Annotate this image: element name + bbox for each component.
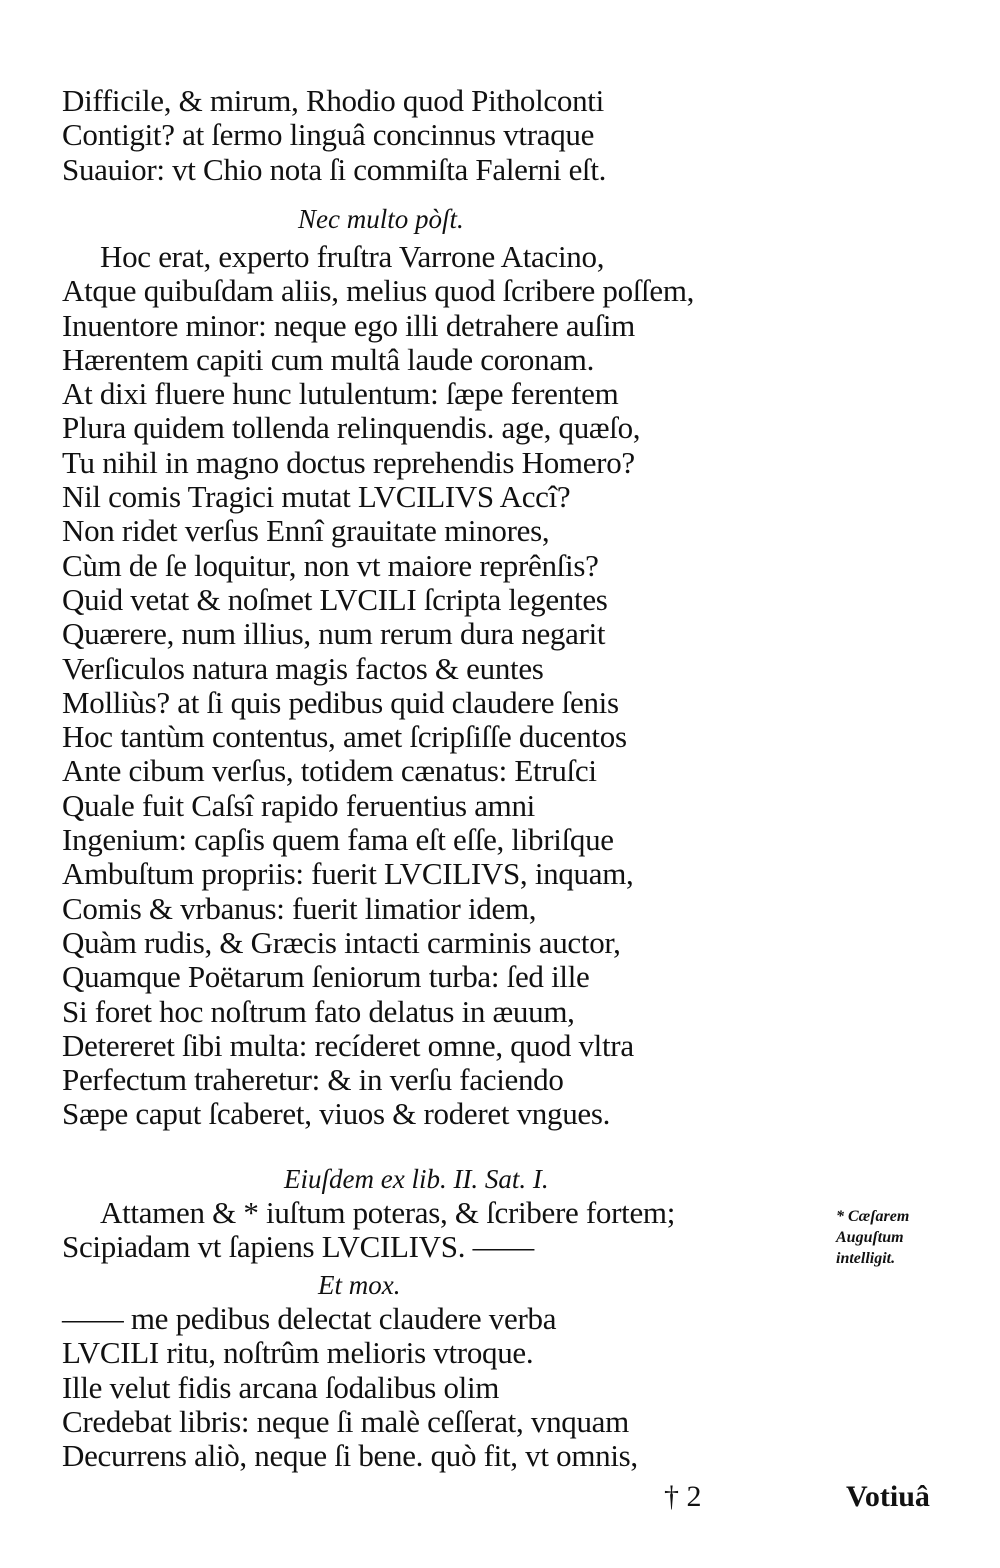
catchword: Votiuâ xyxy=(846,1480,930,1513)
verse-line: Suauior: vt Chio nota ſi commiſta Falerni eſt. xyxy=(62,151,607,187)
verse-line: Non ridet verſus Ennî grauitate minores, xyxy=(62,513,550,549)
verse-line: Nil comis Tragici mutat LVCILIVS Accî? xyxy=(62,479,571,515)
verse-line: Atque quibuſdam aliis, melius quod ſcribere poſſem, xyxy=(62,273,695,309)
verse-line: Scipiadam vt ſapiens LVCILIVS. —— xyxy=(62,1229,534,1265)
verse-line: Hoc tantùm contentus, amet ſcripſiſſe ducentos xyxy=(62,719,627,755)
verse-line: Hærentem capiti cum multâ laude coronam. xyxy=(62,341,595,377)
verse-line: Hoc erat, experto fruſtra Varrone Atacino, xyxy=(100,239,605,274)
verse-line: Quærere, num illius, num rerum dura negarit xyxy=(62,616,606,652)
verse-line: Quàm rudis, & Græcis intacti carminis auctor, xyxy=(62,924,621,960)
verse-line: Difficile, & mirum, Rhodio quod Pitholconti xyxy=(62,83,604,118)
verse-block-1 xyxy=(62,84,792,187)
signature-mark: † 2 xyxy=(664,1480,702,1513)
verse-line: Detereret ſibi multa: recíderet omne, quod vltra xyxy=(62,1027,634,1063)
verse-line: Attamen & * iuſtum poteras, & ſcribere fortem; xyxy=(100,1195,676,1230)
section-heading-et-mox: Et mox. xyxy=(318,1270,401,1300)
section-heading-eiusdem: Eiuſdem ex lib. II. Sat. I. xyxy=(284,1164,549,1194)
verse-line: Plura quidem tollenda relinquendis. age, quæſo, xyxy=(62,410,641,446)
verse-line: Tu nihil in magno doctus reprehendis Homero? xyxy=(62,444,635,480)
verse-line: Quid vetat & noſmet LVCILI ſcripta legentes xyxy=(62,581,608,617)
verse-line: Contigit? at ſermo linguâ concinnus vtraque xyxy=(62,117,595,153)
verse-line: Credebat libris: neque ſi malè ceſſerat, vnquam xyxy=(62,1403,629,1439)
margin-note-line: * Cæſarem xyxy=(836,1208,910,1225)
verse-line: Comis & vrbanus: fuerit limatior idem, xyxy=(62,890,537,926)
verse-line: Decurrens aliò, neque ſi bene. quò fit, vt omnis, xyxy=(62,1438,638,1474)
verse-line: Cùm de ſe loquitur, non vt maiore reprênſis? xyxy=(62,547,599,583)
verse-line: Si foret hoc noſtrum fato delatus in æuum, xyxy=(62,993,575,1029)
verse-line: Inuentore minor: neque ego illi detrahere auſim xyxy=(62,307,635,343)
margin-note-line: intelligit. xyxy=(836,1250,896,1267)
verse-line: Molliùs? at ſi quis pedibus quid claudere ſenis xyxy=(62,684,619,720)
verse-line: Ille velut fidis arcana ſodalibus olim xyxy=(62,1369,500,1405)
verse-line: —— me pedibus delectat claudere verba xyxy=(62,1301,557,1336)
verse-line: Quamque Poëtarum ſeniorum turba: ſed ille xyxy=(62,959,590,995)
verse-line: Verſiculos natura magis factos & euntes xyxy=(62,650,544,686)
verse-line: At dixi fluere hunc lutulentum: ſæpe ferentem xyxy=(62,376,619,412)
verse-line: Sæpe caput ſcaberet, viuos & roderet vngues. xyxy=(62,1096,611,1132)
verse-block-4 xyxy=(62,1302,792,1473)
verse-line: Perfectum traheretur: & in verſu faciendo xyxy=(62,1062,564,1098)
section-heading-nec-multo-post: Nec multo pòſt. xyxy=(298,204,464,234)
verse-line: Ingenium: capſis quem fama eſt eſſe, libriſque xyxy=(62,822,614,858)
verse-line: Quale fuit Caſsî rapido feruentius amni xyxy=(62,787,535,823)
margin-note-line: Auguſtum xyxy=(836,1229,904,1246)
verse-block-3 xyxy=(62,1196,792,1265)
margin-note xyxy=(836,1206,976,1269)
verse-line: LVCILI ritu, noſtrûm melioris vtroque. xyxy=(62,1335,534,1371)
verse-line: Ante cibum verſus, totidem cænatus: Etruſci xyxy=(62,753,597,789)
verse-line: Ambuſtum propriis: fuerit LVCILIVS, inquam, xyxy=(62,856,634,892)
verse-block-2 xyxy=(62,240,792,1132)
